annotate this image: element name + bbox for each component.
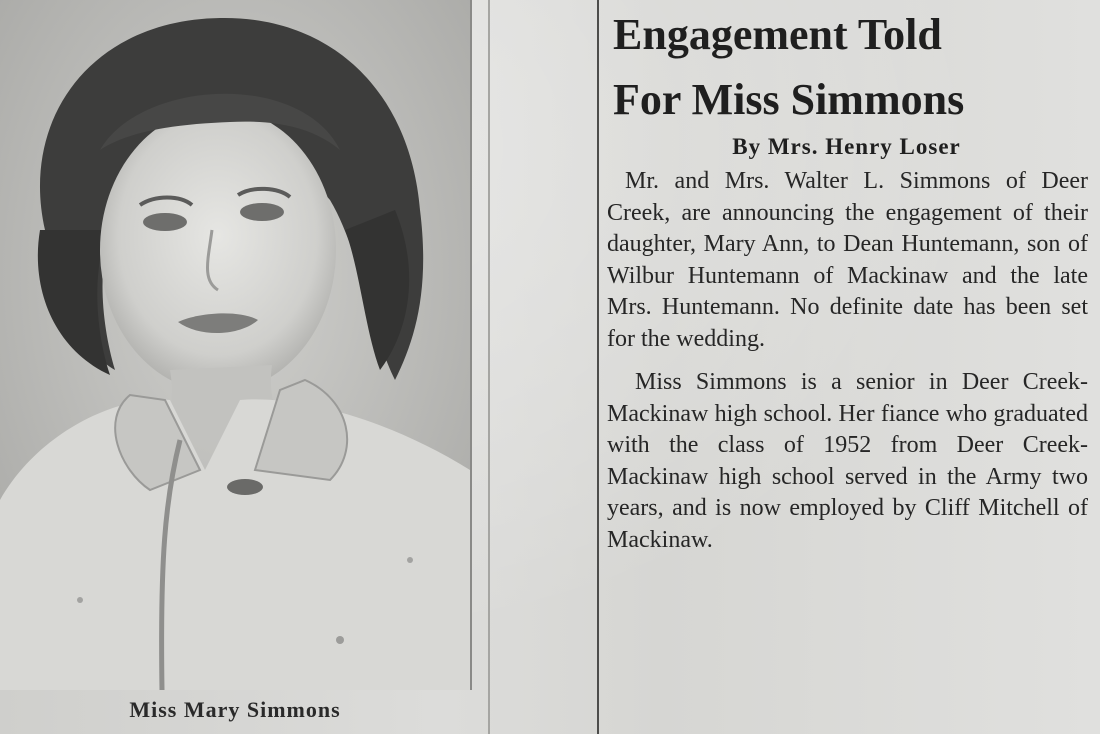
portrait-photo xyxy=(0,0,472,690)
byline: By Mrs. Henry Loser xyxy=(732,134,961,159)
portrait-illustration xyxy=(0,0,470,690)
headline xyxy=(599,0,1094,132)
headline-line-2: For Miss Simmons xyxy=(613,75,965,124)
article-paragraph-2: Miss Simmons is a senior in Deer Creek-Mackinaw high school. Her fiance who graduated with the class of 1952 from Deer Creek-Mackinaw high school served in the Army two years, and is now employed by Cliff Mitchell of Mackinaw. xyxy=(607,369,1088,553)
headline-line-1: Engagement Told xyxy=(613,10,942,59)
page-fold-line xyxy=(488,0,490,734)
article-paragraph-1: Mr. and Mrs. Walter L. Simmons of Deer Creek, are announcing the engagement of their daughter, Mary Ann, to Dean Huntemann, son of Wilbur Huntemann of Mackinaw and the late Mrs. Huntemann. No definite date has been set for the wedding. xyxy=(607,168,1088,352)
article xyxy=(597,0,1094,734)
photo-caption: Miss Mary Simmons xyxy=(129,697,341,722)
